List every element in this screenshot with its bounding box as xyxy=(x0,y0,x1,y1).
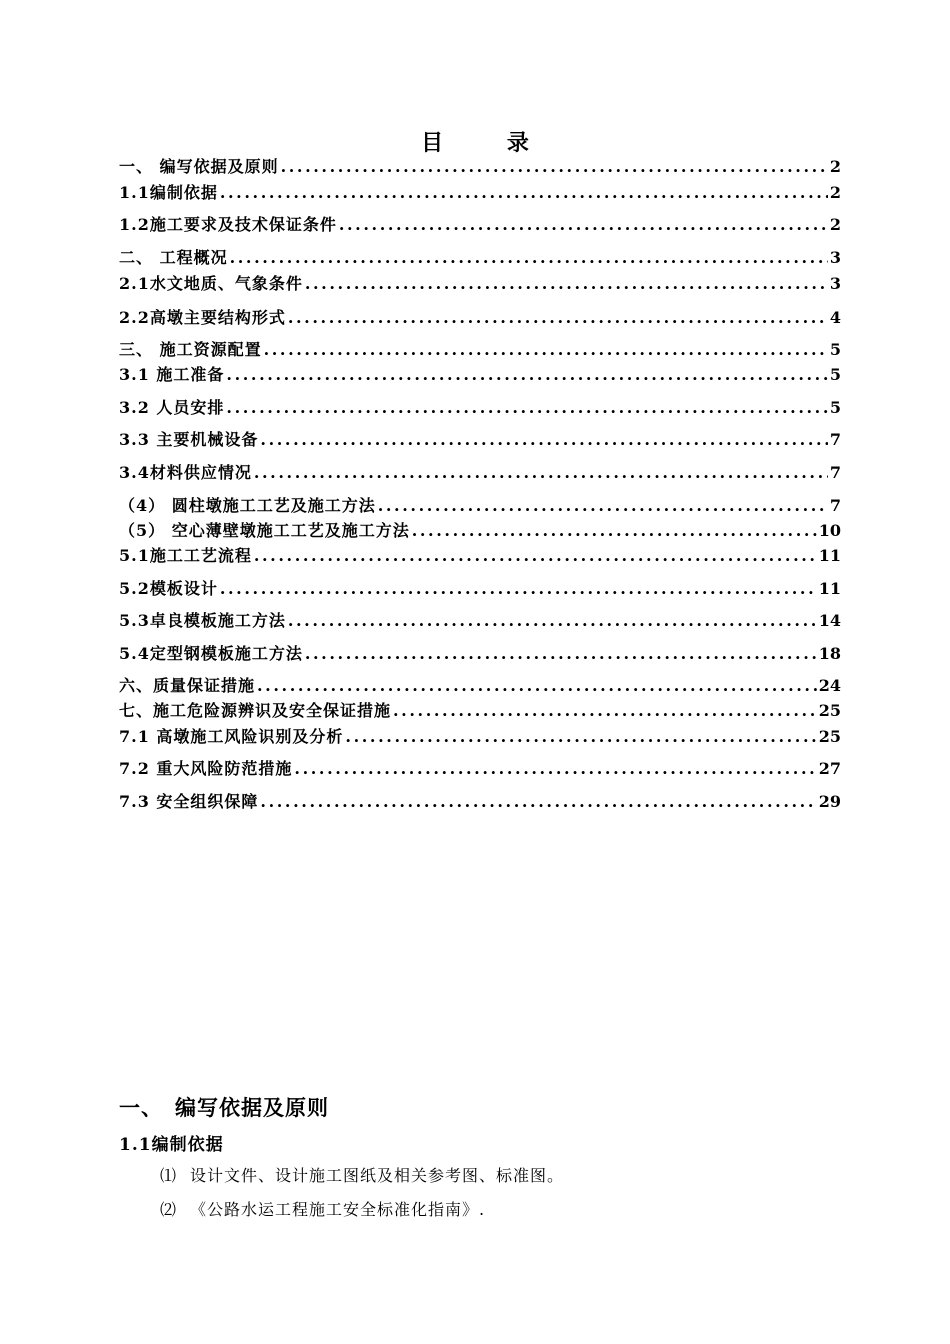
toc-entry-label: 三、 施工资源配置 xyxy=(119,340,262,359)
toc-leader-dots xyxy=(257,675,817,697)
toc-leader-dots xyxy=(264,339,828,361)
toc-entry[interactable] xyxy=(119,758,841,780)
toc-entry[interactable] xyxy=(119,397,841,419)
toc-entry-page: 14 xyxy=(818,611,841,630)
toc-leader-dots xyxy=(230,247,828,269)
toc-entry[interactable] xyxy=(119,791,841,813)
toc-leader-dots xyxy=(254,545,817,567)
toc-leader-dots xyxy=(345,726,816,748)
toc-entry-label: 七、施工危险源辨识及安全保证措施 xyxy=(119,701,392,720)
toc-entry[interactable] xyxy=(119,364,841,386)
toc-entry-label: 1.2施工要求及技术保证条件 xyxy=(119,215,337,234)
toc-entry-page: 7 xyxy=(829,430,841,449)
toc-entry-page: 7 xyxy=(829,496,841,515)
toc-entry-page: 10 xyxy=(818,521,841,540)
toc-entry-page: 27 xyxy=(818,759,841,778)
toc-entry[interactable] xyxy=(119,578,841,600)
toc-leader-dots xyxy=(378,495,828,517)
list-item xyxy=(160,1197,485,1220)
toc-entry-page: 5 xyxy=(829,365,841,384)
toc-entry[interactable] xyxy=(119,462,841,484)
toc-entry[interactable] xyxy=(119,339,841,361)
toc-entry-label: （5） 空心薄壁墩施工工艺及施工方法 xyxy=(119,521,410,540)
toc-entry[interactable] xyxy=(119,700,841,722)
toc-entry[interactable] xyxy=(119,307,841,329)
toc-entry-label: 1.1编制依据 xyxy=(119,183,218,202)
section-number: 一、 xyxy=(119,1095,163,1120)
toc-entry[interactable] xyxy=(119,214,841,236)
toc-entry-label: 3.1 施工准备 xyxy=(119,365,225,384)
toc-entry[interactable] xyxy=(119,520,841,542)
toc-leader-dots xyxy=(288,307,828,329)
toc-leader-dots xyxy=(288,610,817,632)
list-item-number: ⑵ xyxy=(160,1200,178,1219)
toc-entry-label: 2.1水文地质、气象条件 xyxy=(119,274,303,293)
list-item xyxy=(160,1163,564,1186)
toc-entry[interactable] xyxy=(119,247,841,269)
toc-entry-label: 5.2模板设计 xyxy=(119,579,218,598)
toc-leader-dots xyxy=(260,429,827,451)
section-title: 编写依据及原则 xyxy=(175,1095,329,1120)
toc-entry[interactable] xyxy=(119,610,841,632)
toc-entry-label: 5.1施工工艺流程 xyxy=(119,546,252,565)
toc-entry-page: 4 xyxy=(829,308,841,327)
toc-entry[interactable] xyxy=(119,429,841,451)
toc-leader-dots xyxy=(220,578,817,600)
toc-entry[interactable] xyxy=(119,545,841,567)
toc-entry-page: 5 xyxy=(829,398,841,417)
toc-entry[interactable] xyxy=(119,273,841,295)
toc-leader-dots xyxy=(281,156,828,178)
toc-leader-dots xyxy=(294,758,816,780)
toc-entry-label: 7.3 安全组织保障 xyxy=(119,792,259,811)
toc-leader-dots xyxy=(220,182,828,204)
toc-entry-label: 二、 工程概况 xyxy=(119,248,228,267)
toc-entry-label: （4） 圆柱墩施工工艺及施工方法 xyxy=(119,496,376,515)
toc-entry-label: 5.4定型钢模板施工方法 xyxy=(119,644,303,663)
toc-entry-label: 一、 编写依据及原则 xyxy=(119,157,279,176)
toc-leader-dots xyxy=(226,397,827,419)
toc-entry-page: 3 xyxy=(829,248,841,267)
toc-leader-dots xyxy=(412,520,817,542)
toc-entry[interactable] xyxy=(119,156,841,178)
toc-leader-dots xyxy=(393,700,817,722)
toc-entry[interactable] xyxy=(119,675,841,697)
toc-entry-page: 18 xyxy=(818,644,841,663)
toc-entry-label: 六、质量保证措施 xyxy=(119,676,256,695)
toc-title: 目 录 xyxy=(421,130,557,156)
toc-leader-dots xyxy=(339,214,828,236)
toc-entry-page: 25 xyxy=(818,727,841,746)
toc-entry-label: 7.2 重大风险防范措施 xyxy=(119,759,293,778)
toc-entry-label: 3.4材料供应情况 xyxy=(119,463,252,482)
toc-entry-label: 7.1 高墩施工风险识别及分析 xyxy=(119,727,344,746)
toc-entry-page: 2 xyxy=(829,183,841,202)
toc-entry[interactable] xyxy=(119,643,841,665)
toc-leader-dots xyxy=(305,273,828,295)
toc-entry[interactable] xyxy=(119,495,841,517)
toc-entry[interactable] xyxy=(119,726,841,748)
toc-leader-dots xyxy=(305,643,817,665)
section-heading xyxy=(119,1092,329,1122)
toc-entry-label: 5.3卓良模板施工方法 xyxy=(119,611,286,630)
toc-entry-label: 2.2高墩主要结构形式 xyxy=(119,308,286,327)
toc-entry-page: 7 xyxy=(829,463,841,482)
toc-entry-page: 11 xyxy=(818,546,841,565)
list-item-text: 《公路水运工程施工安全标准化指南》. xyxy=(190,1200,486,1219)
toc-leader-dots xyxy=(254,462,828,484)
toc-entry-page: 2 xyxy=(829,215,841,234)
toc-entry-page: 29 xyxy=(818,792,841,811)
toc-entry-label: 3.2 人员安排 xyxy=(119,398,225,417)
list-item-text: 设计文件、设计施工图纸及相关参考图、标准图。 xyxy=(190,1166,565,1185)
toc-leader-dots xyxy=(260,791,816,813)
toc-leader-dots xyxy=(226,364,827,386)
toc-entry-page: 24 xyxy=(818,676,841,695)
toc-entry-page: 11 xyxy=(818,579,841,598)
subsection-heading: 1.1编制依据 xyxy=(119,1135,224,1155)
toc-entry-page: 25 xyxy=(818,701,841,720)
toc-entry[interactable] xyxy=(119,182,841,204)
toc-entry-label: 3.3 主要机械设备 xyxy=(119,430,259,449)
toc-entry-page: 2 xyxy=(829,157,841,176)
list-item-number: ⑴ xyxy=(160,1166,178,1185)
toc-entry-page: 5 xyxy=(829,340,841,359)
toc-entry-page: 3 xyxy=(829,274,841,293)
table-of-contents xyxy=(119,0,841,820)
